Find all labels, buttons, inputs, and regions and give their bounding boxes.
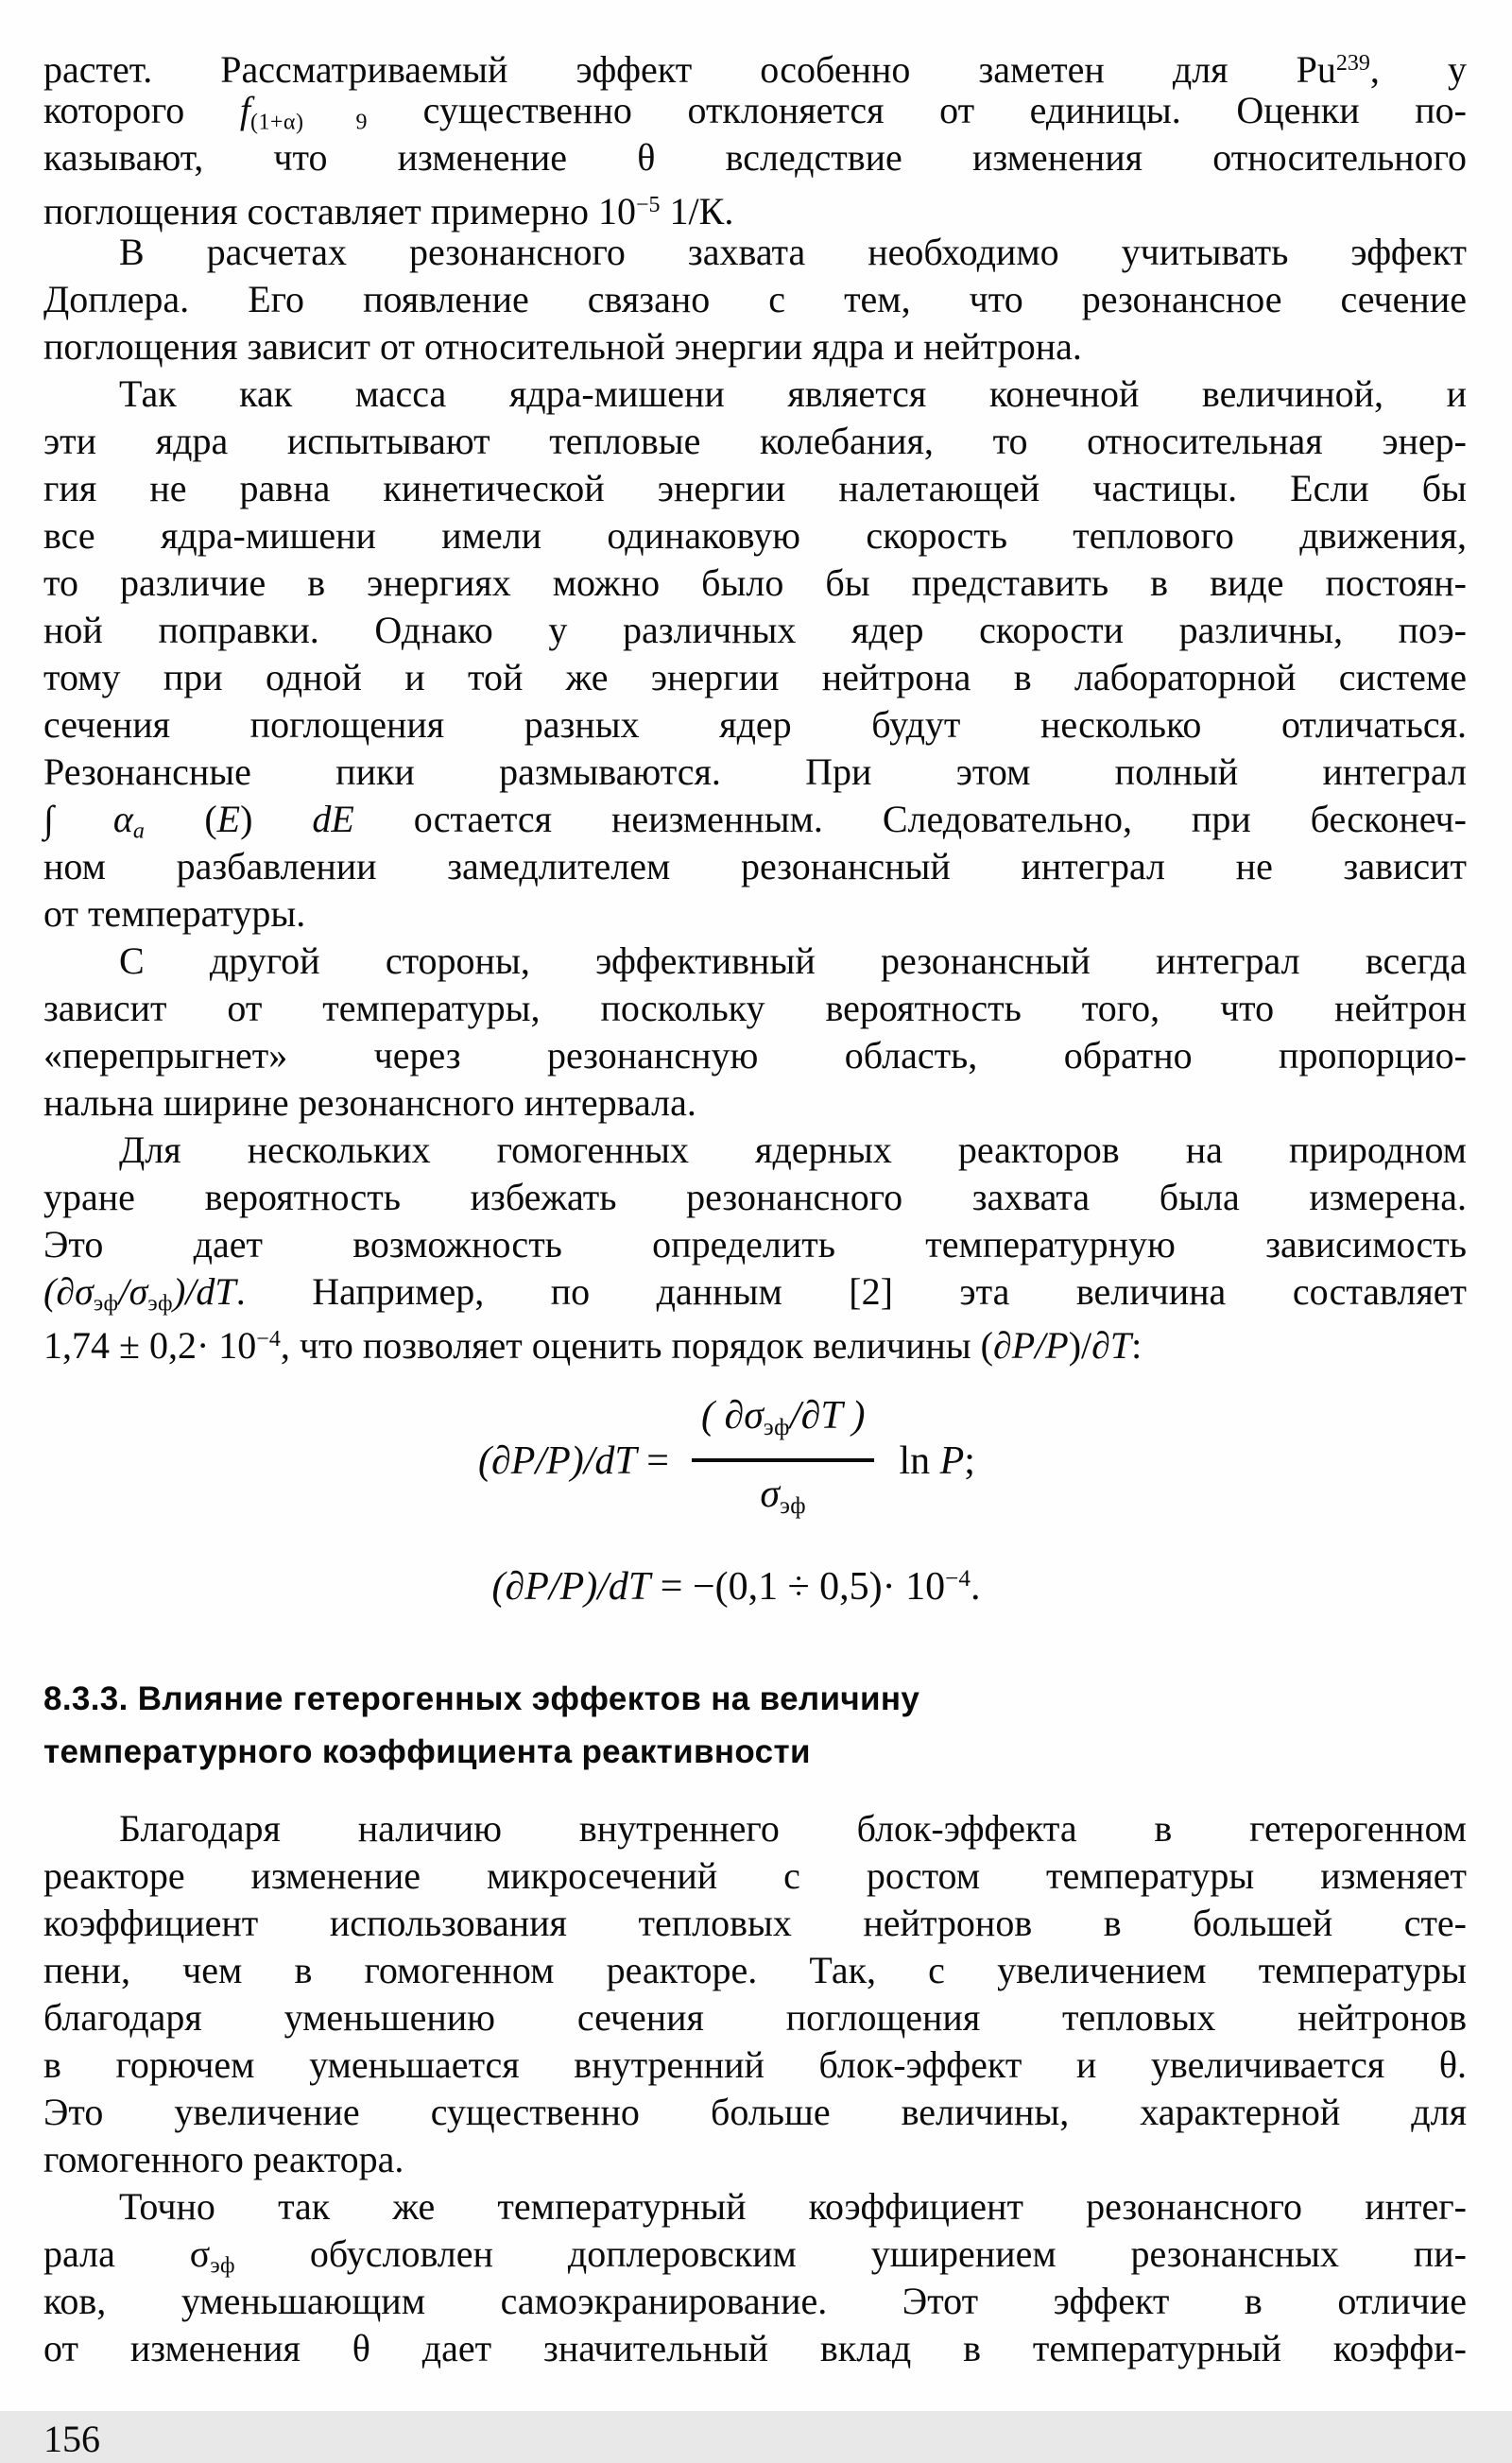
formula-rhs [899,1438,975,1484]
text-segment: a [132,818,146,844]
text-segment: эф [763,1415,790,1440]
section-heading-line2: температурного коэффициента реактивности [43,1733,811,1770]
display-formula-dpdt [15,1386,1438,1537]
text-segment: тому при одной и той же энергии нейтрона в лабораторной системе [43,656,1467,698]
display-formula-estimate [25,1554,1448,1620]
text-segment: поглощения составляет примерно 10 [43,190,636,233]
text-line [43,465,1467,512]
text-line [43,134,1467,181]
text-line [43,843,1467,890]
text-line [43,1852,1467,1900]
text-segment: зависит от температуры, поскольку вероятность того, что нейтрон [43,987,1467,1029]
text-segment: −4 [256,1327,281,1352]
text-line [43,512,1467,560]
text-segment: Это дает возможность определить температурную зависимость [43,1223,1467,1266]
text-segment: /σ [118,1270,148,1313]
text-line [43,1994,1467,2041]
text-segment: Для нескольких гомогенных ядерных реакторов на природном [119,1128,1467,1171]
paragraph [43,1805,1467,2183]
text-segment: −4 [945,1566,971,1593]
text-segment: Точно так же температурный коэффициент резонансного интег- [119,2185,1467,2228]
text-segment: обусловлен доплеровским уширением резонансных пи- [234,2232,1468,2275]
text-line [43,607,1467,654]
text-line [43,1900,1467,1947]
text-segment: «перепрыгнет» через резонансную область, обратно пропорцио- [43,1034,1467,1076]
text-line [43,654,1467,701]
text-line [43,1947,1467,1994]
text-line [43,2278,1467,2325]
text-segment: 1/К. [660,190,734,233]
text-line [43,40,1467,92]
text-segment: dE [312,798,354,840]
text-segment: Так как масса ядра-мишени является конечной величиной, и [119,372,1467,415]
text-segment: эф [210,2253,235,2279]
text-segment: все ядра-мишени имели одинаковую скорость теплового движения, [43,514,1467,557]
paragraph [43,229,1467,370]
text-segment: от температуры. [43,892,306,935]
text-line [43,370,1467,418]
text-segment: ; [964,1439,975,1483]
text-segment: рала σ [43,2232,211,2275]
text-segment: 1,74 ± 0,2· 10 [43,1324,257,1368]
text-segment: ∂T [1091,1324,1132,1368]
section-heading [43,1673,1467,1779]
fraction-numerator [692,1391,874,1458]
text-line [43,796,1467,843]
text-segment: ной поправки. Однако у различных ядер скорости различны, поэ- [43,609,1467,651]
paragraph [43,2183,1467,2372]
page-number: 156 [43,2418,100,2460]
text-line [43,229,1467,276]
text-segment: , у [1369,48,1467,92]
text-segment: реакторе изменение микросечений с ростом температуры изменяет [43,1854,1467,1897]
text-segment: остается неизменным. Следовательно, при бесконеч- [353,798,1467,840]
text-segment: казывают, что изменение θ вследствие изменения относительного [43,136,1467,179]
text-segment: сечения поглощения разных ядер будут несколько отличаться. [43,703,1467,746]
text-line [43,1805,1467,1852]
text-segment: коэффициент использования тепловых нейтронов в большей сте- [43,1902,1467,1944]
text-segment: ∂P/P [992,1324,1069,1368]
section-heading-line1: 8.3.3. Влияние гетерогенных эффектов на величину [43,1680,920,1717]
text-segment: Это увеличение существенно больше величины, характерной для [43,2091,1467,2133]
text-segment: −5 [635,193,661,217]
text-segment: 239 [1335,51,1370,76]
text-segment: которого [43,89,240,131]
text-segment: ) [240,798,313,840]
text-segment: В расчетах резонансного захвата необходимо учитывать эффект [119,231,1467,273]
text-segment: ( ∂σ [700,1393,764,1438]
text-segment: пени, чем в гомогенном реакторе. Так, с увеличением температуры [43,1949,1467,1991]
text-segment: σ [760,1473,781,1516]
text-line [43,1127,1467,1174]
text-line [43,1174,1467,1221]
text-segment: (∂P/P)/dT [491,1565,651,1609]
paragraph [43,938,1467,1127]
text-line [43,87,1467,134]
text-segment: )/dT [173,1270,236,1313]
text-line [43,560,1467,607]
text-segment: эф [93,1291,119,1317]
text-line [43,276,1467,323]
text-line [43,1316,1467,1368]
text-segment: f [239,89,250,131]
formula-fraction [692,1391,874,1531]
text-segment: ( [145,798,217,840]
text-line [43,2041,1467,2089]
text-segment: гия не равна кинетической энергии налетающей частицы. Если бы [43,467,1467,509]
text-line [43,1268,1467,1316]
text-segment: (∂σ [43,1270,94,1313]
text-segment: поглощения зависит от относительной энергии ядра и нейтрона. [43,325,1082,368]
text-line [43,2089,1467,2136]
text-segment: в горючем уменьшается внутренний блок-эффект и увеличивается θ. [43,2043,1467,2086]
text-segment: существенно отклоняется от единицы. Оценки по- [368,89,1467,131]
text-segment: : [1131,1324,1143,1368]
text-segment: α [112,798,133,840]
text-line [43,1221,1467,1268]
formula-body [492,1564,981,1610]
text-segment: благодаря уменьшению сечения поглощения тепловых нейтронов [43,1996,1467,2039]
text-segment: эф [147,1291,173,1317]
text-line [43,2325,1467,2372]
text-segment: от изменения θ дает значительный вклад в температурный коэффи- [43,2327,1467,2369]
text-line [43,181,1467,233]
text-segment: Благодаря наличию внутреннего блок-эффекта в гетерогенном [119,1807,1467,1850]
text-segment: эти ядра испытывают тепловые колебания, то относительная энер- [43,420,1467,462]
text-segment: /∂T ) [789,1393,866,1438]
text-line [43,2136,1467,2183]
text-segment: уране вероятность избежать резонансного захвата была измерена. [43,1176,1467,1218]
text-line [43,1032,1467,1079]
text-segment: то различие в энергиях можно было бы представить в виде постоян- [43,561,1467,604]
text-line [43,323,1467,370]
text-line [43,2230,1467,2278]
text-segment: С другой стороны, эффективный резонансный интеграл всегда [119,939,1467,982]
text-segment: )/ [1068,1324,1092,1368]
text-segment: ∫ [43,798,113,840]
paragraph [43,370,1467,938]
text-segment: ном разбавлении замедлителем резонансный интеграл не зависит [43,845,1467,887]
text-segment: нальна ширине резонансного интервала. [43,1081,696,1124]
text-line [43,890,1467,938]
text-segment: = [636,1439,669,1483]
text-line [43,701,1467,749]
text-segment: ков, уменьшающим самоэкранирование. Этот эффект в отличие [43,2280,1467,2322]
paragraph [43,40,1467,233]
text-segment: , что позволяет оценить порядок величины ( [280,1324,993,1368]
text-line [43,2183,1467,2230]
text-segment: = −(0,1 ÷ 0,5)· 10 [650,1565,946,1609]
text-segment: Резонансные пики размываются. При этом полный интеграл [43,750,1467,793]
text-line [43,1079,1467,1127]
text-segment: эф [780,1493,807,1520]
formula-lhs [478,1438,669,1484]
text-segment: . [970,1565,981,1609]
text-segment: Доплера. Его появление связано с тем, что резонансное сечение [43,278,1467,320]
page-body [43,40,1467,2463]
text-segment: E [216,798,241,840]
text-segment: (1+α) 9 [249,110,369,135]
text-line [43,418,1467,465]
fraction-denominator [760,1462,806,1531]
paragraph [43,1127,1467,1368]
text-segment: гомогенного реактора. [43,2138,404,2180]
text-line [43,749,1467,796]
text-segment: P [939,1439,965,1483]
text-segment: растет. Рассматриваемый эффект особенно заметен для Pu [43,48,1336,92]
text-line [43,985,1467,1032]
text-segment: (∂P/P)/dT [478,1439,637,1483]
text-line [43,938,1467,985]
text-segment: ln [899,1439,940,1483]
text-segment: . Например, по данным [2] эта величина составляет [235,1270,1467,1313]
